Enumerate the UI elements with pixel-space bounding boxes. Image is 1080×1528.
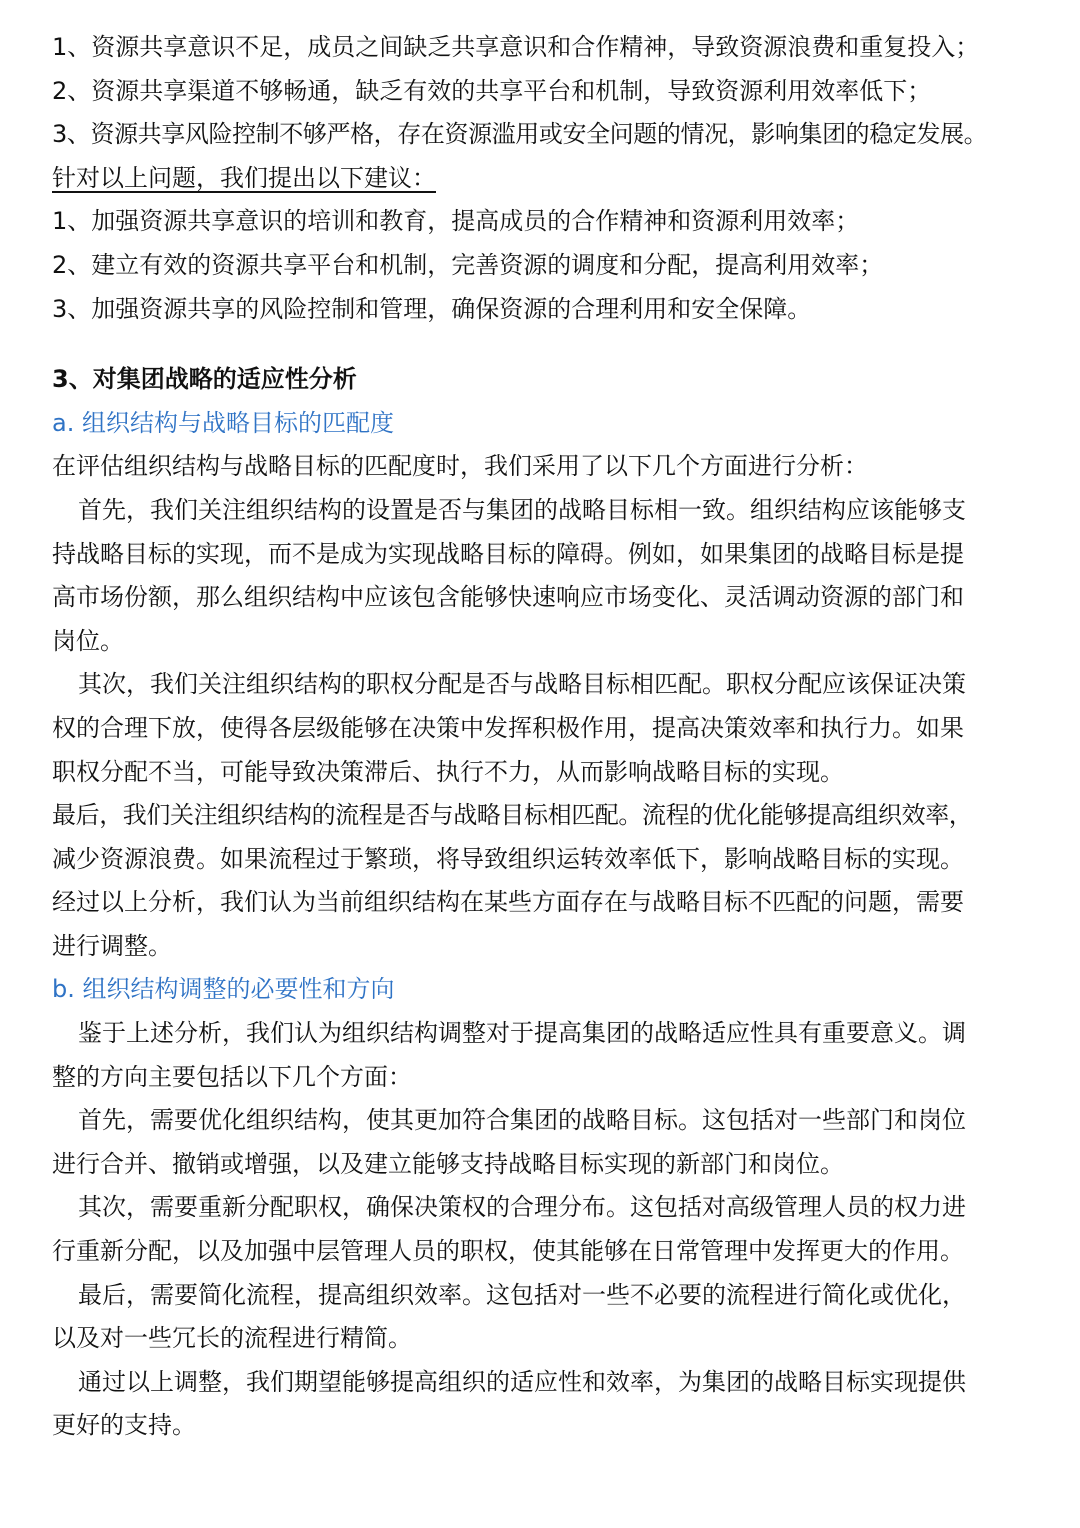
- problem-item-3: 3、资源共享风险控制不够严格，存在资源滥用或安全问题的情况，影响集团的稳定发展。: [52, 120, 988, 149]
- subsection-b-line: 其次，需要重新分配职权，确保决策权的合理分布。这包括对高级管理人员的权力进: [78, 1193, 966, 1222]
- subsection-a-line: 权的合理下放，使得各层级能够在决策中发挥积极作用，提高决策效率和执行力。如果: [52, 713, 964, 742]
- subsection-a-line: 岗位。: [52, 626, 124, 655]
- subsection-b-line: 进行合并、撤销或增强，以及建立能够支持战略目标实现的新部门和岗位。: [52, 1149, 844, 1178]
- subsection-a-line: 首先，我们关注组织结构的设置是否与集团的战略目标相一致。组织结构应该能够支: [78, 495, 966, 524]
- subsection-a-line: 最后，我们关注组织结构的流程是否与战略目标相匹配。流程的优化能够提高组织效率，: [52, 801, 973, 830]
- suggestion-item-3: 3、加强资源共享的风险控制和管理，确保资源的合理利用和安全保障。: [52, 294, 812, 323]
- suggestions-intro: 针对以上问题，我们提出以下建议：: [52, 163, 436, 192]
- subsection-b-line: 整的方向主要包括以下几个方面：: [52, 1062, 412, 1091]
- subsection-b-line: 更好的支持。: [52, 1411, 196, 1440]
- problem-item-1: 1、资源共享意识不足，成员之间缺乏共享意识和合作精神，导致资源浪费和重复投入；: [52, 33, 980, 61]
- suggestion-item-2: 2、建立有效的资源共享平台和机制，完善资源的调度和分配，提高利用效率；: [52, 250, 884, 279]
- subsection-b-line: 最后，需要简化流程，提高组织效率。这包括对一些不必要的流程进行简化或优化，: [78, 1280, 966, 1309]
- subsection-a-line: 其次，我们关注组织结构的职权分配是否与战略目标相匹配。职权分配应该保证决策: [78, 670, 966, 699]
- subsection-b-line: 首先，需要优化组织结构，使其更加符合集团的战略目标。这包括对一些部门和岗位: [78, 1106, 966, 1135]
- suggestion-item-1: 1、加强资源共享意识的培训和教育，提高成员的合作精神和资源利用效率；: [52, 207, 860, 236]
- subsection-b-line: 鉴于上述分析，我们认为组织结构调整对于提高集团的战略适应性具有重要意义。调: [78, 1019, 966, 1048]
- problem-item-2: 2、资源共享渠道不够畅通，缺乏有效的共享平台和机制，导致资源利用效率低下；: [52, 76, 932, 105]
- subsection-a-line: 职权分配不当，可能导致决策滞后、执行不力，从而影响战略目标的实现。: [52, 757, 844, 786]
- section-spacer: [52, 331, 1042, 358]
- subsection-a-line: 在评估组织结构与战略目标的匹配度时，我们采用了以下几个方面进行分析：: [52, 452, 868, 481]
- subsection-b-line: 以及对一些冗长的流程进行精简。: [52, 1324, 412, 1353]
- subsection-a-line: 经过以上分析，我们认为当前组织结构在某些方面存在与战略目标不匹配的问题，需要: [52, 888, 964, 917]
- subsection-a-line: 减少资源浪费。如果流程过于繁琐，将导致组织运转效率低下，影响战略目标的实现。: [52, 844, 964, 873]
- subsection-b-line: 行重新分配，以及加强中层管理人员的职权，使其能够在日常管理中发挥更大的作用。: [52, 1237, 964, 1266]
- document-page: [52, 26, 1042, 1448]
- subsection-b-heading: b. 组织结构调整的必要性和方向: [52, 975, 395, 1004]
- subsection-a-line: 高市场份额，那么组织结构中应该包含能够快速响应市场变化、灵活调动资源的部门和: [52, 583, 964, 612]
- subsection-a-line: 持战略目标的实现，而不是成为实现战略目标的障碍。例如，如果集团的战略目标是提: [52, 539, 964, 568]
- subsection-a-heading: a. 组织结构与战略目标的匹配度: [52, 408, 394, 437]
- subsection-a-line: 进行调整。: [52, 931, 172, 960]
- subsection-b-line: 通过以上调整，我们期望能够提高组织的适应性和效率，为集团的战略目标实现提供: [78, 1367, 966, 1396]
- section-3-heading: 3、对集团战略的适应性分析: [52, 365, 357, 394]
